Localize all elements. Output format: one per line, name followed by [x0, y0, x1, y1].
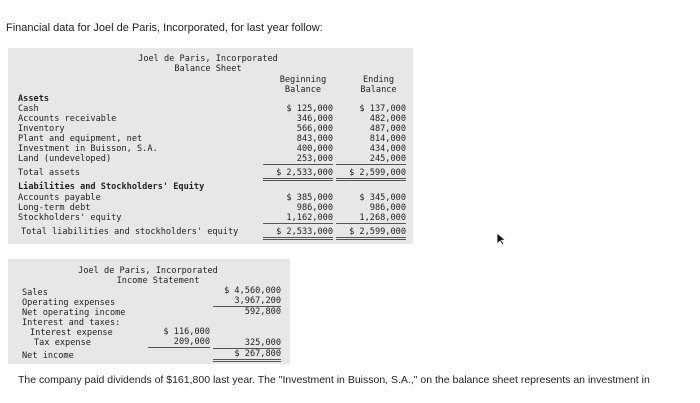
- asset-label: Plant and equipment, net: [18, 134, 143, 144]
- asset-beginning: 346,000: [296, 114, 333, 124]
- balance-sheet-panel: [8, 48, 413, 244]
- asset-beginning: 843,000: [296, 134, 333, 144]
- liability-beginning: 986,000: [296, 203, 333, 213]
- liability-label: Stockholders' equity: [18, 213, 122, 223]
- assets-heading: Assets: [18, 94, 50, 104]
- total-assets-label: Total assets: [18, 168, 81, 178]
- mouse-pointer-icon: [496, 232, 508, 246]
- liability-ending: 1,268,000: [336, 213, 406, 224]
- liability-beginning: $ 385,000: [286, 193, 333, 203]
- total-liabilities-beginning: $ 2,533,000: [263, 227, 333, 240]
- net-income-value: $ 267,800: [213, 349, 281, 362]
- liability-ending: 986,000: [369, 203, 406, 213]
- asset-ending: 487,000: [369, 124, 406, 134]
- tax-label: Tax expense: [34, 338, 91, 348]
- sales-label: Sales: [22, 288, 48, 298]
- liability-label: Accounts payable: [18, 193, 101, 203]
- outro-text: The company paid dividends of $161,800 last year. The "Investment in Buisson, S.A.," on the balance sheet represents an investment in: [18, 374, 650, 386]
- net-income-label: Net income: [22, 351, 74, 361]
- total-assets-beginning: $ 2,533,000: [263, 168, 333, 181]
- is-company: Joel de Paris, Incorporated: [78, 266, 218, 276]
- asset-ending: 814,000: [369, 134, 406, 144]
- col-ending-label-1: Ending: [362, 75, 395, 85]
- total-liabilities-label: Total liabilities and stockholders' equity: [21, 227, 239, 237]
- asset-label: Inventory: [18, 124, 65, 134]
- opex-value: 3,967,200: [213, 296, 281, 307]
- asset-ending: 434,000: [369, 144, 406, 154]
- bs-company: Joel de Paris, Incorporated: [138, 54, 278, 64]
- income-statement-panel: [8, 259, 290, 364]
- interest-taxes-label: Interest and taxes:: [22, 318, 121, 328]
- asset-beginning: $ 125,000: [286, 104, 333, 114]
- interest-tax-total: 325,000: [213, 338, 281, 349]
- asset-ending: 482,000: [369, 114, 406, 124]
- total-liabilities-ending: $ 2,599,000: [336, 227, 406, 240]
- tax-value: 209,000: [148, 337, 210, 348]
- intro-text: Financial data for Joel de Paris, Incorporated, for last year follow:: [6, 22, 323, 34]
- asset-beginning: 253,000: [263, 154, 333, 165]
- asset-ending: $ 137,000: [359, 104, 406, 114]
- col-beginning-label-2: Balance: [284, 85, 322, 95]
- col-ending-label-2: Balance: [360, 85, 397, 95]
- liability-beginning: 1,162,000: [263, 213, 333, 224]
- asset-label: Accounts receivable: [18, 114, 117, 124]
- noi-value: 592,800: [244, 307, 281, 317]
- asset-label: Land (undeveloped): [18, 154, 112, 164]
- sales-value: $ 4,560,000: [224, 286, 281, 296]
- noi-label: Net operating income: [22, 308, 126, 318]
- asset-label: Cash: [18, 104, 39, 114]
- asset-beginning: 400,000: [296, 144, 333, 154]
- liabilities-heading: Liabilities and Stockholders' Equity: [18, 182, 205, 192]
- asset-beginning: 566,000: [296, 124, 333, 134]
- asset-label: Investment in Buisson, S.A.: [18, 144, 158, 154]
- opex-label: Operating expenses: [22, 298, 116, 308]
- interest-label: Interest expense: [30, 328, 113, 338]
- col-beginning-label-1: Beginning: [279, 75, 327, 85]
- bs-title: Balance Sheet: [174, 64, 242, 74]
- interest-value: $ 116,000: [163, 327, 210, 337]
- asset-ending: 245,000: [336, 154, 406, 165]
- liability-ending: $ 345,000: [359, 193, 406, 203]
- is-title: Income Statement: [116, 276, 200, 286]
- total-assets-ending: $ 2,599,000: [336, 168, 406, 181]
- liability-label: Long-term debt: [18, 203, 91, 213]
